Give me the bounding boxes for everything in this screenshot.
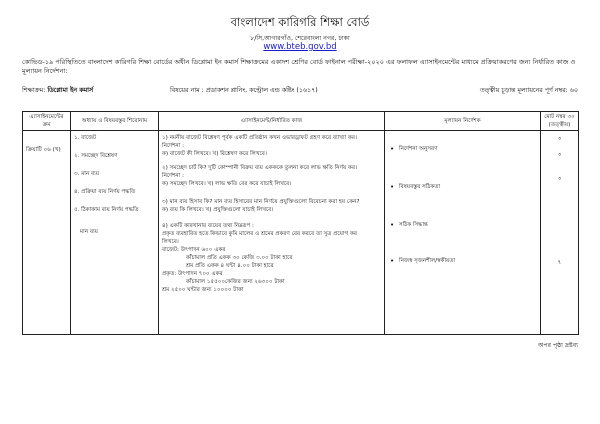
mark-value: ৩ — [557, 152, 562, 158]
task-line: ২) সমচ্ছেদ চার্ট কি? দুটি কোম্পানী বিক্রয় ব্যয় একককে তুলনা করে লাভ ক্ষতি নির্ণয় কর। — [162, 165, 358, 171]
rubric-item — [390, 183, 441, 191]
rubric-label: সঠিক সিদ্ধান্ত — [399, 222, 428, 228]
week-label: ক্রিয়াটি ০৬ (খ) — [26, 147, 61, 153]
rubric-item — [390, 257, 456, 265]
task-line: ১) নমনীয় বাজেট বিশ্লেষণ পূর্বক একটি প্রতিষ্ঠান কখন ওভারড্রাফট গ্রহণ করে ব্যাখ্যা কর। — [162, 135, 357, 141]
budget-line: শ্রম প্রতি একক ৪ ঘন্টা ৪.০০ টাকা হারে — [186, 263, 274, 269]
header-week: এ্যাসাইনমেন্টের ক্রম — [23, 112, 71, 131]
topic-cell — [71, 131, 159, 335]
task-line: ৪) একটি কারখানার ব্যয়ের তথ্য নিম্নরূপ : — [162, 223, 254, 229]
header-marks: মোট নম্বর ৩০ (তত্ত্বীয়) — [541, 112, 579, 131]
course-label: শিক্ষাক্রম: — [22, 87, 46, 94]
website-link[interactable]: www.bteb.gov.bd — [263, 42, 337, 52]
mark-value: ৩ — [557, 176, 562, 182]
total-marks: তত্ত্বীয় চূড়ান্ত মূল্যায়নের পূর্ণ নম্বর: ৬০ — [479, 87, 578, 94]
intro-paragraph: কোভিড-১৯ পরিস্থিতিতে বাংলাদেশ কারিগরি শিক্ষা বোর্ডের অধীন ডিপ্লোমা ইন কমার্স শিক্ষাক্রমের একাদশ শ্রেণির বোর্ড ফাইনাল পরীক্ষা-২০২০ এর ফলাফল এ্যাসাইনমেন্টের মাধ্যমে প্রক্রিয়াকরণের জন্য নির্ধারিত কাজ ও মূল্যায়ন নির্দেশনা: — [22, 58, 576, 75]
budget-line: প্রকৃত: উৎপাদন ৭০০ একর — [162, 271, 223, 277]
info-row — [22, 86, 578, 96]
rubric-label: নিজস্ব সৃজনশীল/স্বকীয়তা — [399, 258, 456, 264]
budget-line: শ্রম ২৫০০ ঘন্টার জন্য ১০০০০ টাকা — [162, 287, 244, 293]
table-header-row — [23, 112, 579, 131]
task-block — [162, 134, 381, 158]
task-line: ক) বাজেট কী লিখবে। খ) বিশ্লেষণ করে লিখবে। — [162, 151, 267, 157]
task-block — [162, 164, 381, 188]
bullet-icon: • — [390, 221, 395, 229]
rubric-cell — [385, 131, 541, 335]
topic-item: ২. সমচ্ছেদ বিশ্লেষণ — [74, 153, 118, 159]
rubric-item — [390, 145, 438, 153]
topic-item: ৫. ঠিকাকাম ব্যয় নির্ণয় পদ্ধতি — [74, 207, 139, 213]
header-rubric: মূল্যায়ন নির্দেশক — [385, 112, 541, 131]
marks-cell — [541, 131, 579, 335]
rubric-label: নির্দেশনা অনুসরণ — [399, 146, 438, 152]
bullet-icon: • — [390, 183, 395, 191]
task-line: নির্দেশনা : — [162, 143, 185, 149]
task-cell — [159, 131, 385, 335]
page-continue-note: অপর পৃষ্ঠা দ্রষ্টব্য — [538, 342, 578, 349]
course-info — [22, 86, 93, 96]
rubric-label: বিষয়বস্তুর সঠিকতা — [399, 184, 441, 190]
mark-value: ৭ — [557, 260, 562, 266]
mark-value: ৩ — [557, 136, 562, 142]
budget-line: কাঁচামাল প্রতি একক ৩০ কেজি ৩.০০ টাকা হারে — [186, 255, 293, 261]
budget-line: বাজেট: উৎপাদন ৬০০ একর — [162, 247, 226, 253]
task-line: নির্দেশনা : — [162, 173, 185, 179]
course-value: ডিপ্লোমা ইন কমার্স — [47, 87, 94, 94]
table-row — [23, 131, 579, 335]
topic-item: মান ব্যয় — [80, 229, 98, 235]
task-block — [162, 198, 381, 214]
topic-item: ৩. মান ব্যয় — [74, 171, 100, 177]
task-block — [162, 222, 381, 294]
task-line: ক) সমচ্ছেদ লিখবে। খ) লাভ ক্ষতি বের করে যাচাই লিখবে। — [162, 181, 292, 187]
board-address: ৮/সি,আগারগাঁও, শেরেবাংলা নগর, ঢাকা — [250, 35, 350, 42]
header-task: এ্যাসাইনমেন্ট/নির্ধারিত কাজ — [159, 112, 385, 131]
week-cell — [23, 131, 71, 335]
task-line: লিখবে। — [162, 239, 179, 245]
task-line: প্রকৃত ব্যবহারিত হতে কিভাবে কুমি মালের ও শ্রমের প্রকরণ বের করবে তা সুত্র প্রয়োগ কর — [162, 231, 357, 237]
rubric-item — [390, 221, 428, 229]
budget-line: কাঁচামাল ১৫৫০০কেজির জন্য ২৬৩০০ টাকা — [186, 279, 285, 285]
task-line: ৩) মান ব্যয় হিসাব কি? মান ব্যয় হিসাবের মান নির্ণয়ে প্রযুক্তিগুলো বিবেচনা করা হয় কেন? — [162, 199, 360, 205]
topic-item: ৪. প্রক্রিয়া ব্যয় নির্ণয় পদ্ধতি — [74, 189, 136, 195]
assignment-table — [22, 111, 579, 335]
subject-name: বিষয়ের নাম : প্রডাকশন প্লানিং, কন্ট্রোল এন্ড কষ্টিং (১৬১৭) — [170, 87, 318, 94]
header-topic: অধ্যায় ও বিষয়বস্তুর শিরোনাম — [71, 112, 159, 131]
topic-item: ১. বাজেট — [74, 135, 97, 141]
bullet-icon: • — [390, 145, 395, 153]
board-title: বাংলাদেশ কারিগরি শিক্ষা বোর্ড — [230, 15, 370, 29]
task-line: ক) ব্যয় কি লিখবে। খ) প্রযুক্তিগুলো যাচাই লিখবে। — [162, 207, 274, 213]
bullet-icon: • — [390, 257, 395, 265]
